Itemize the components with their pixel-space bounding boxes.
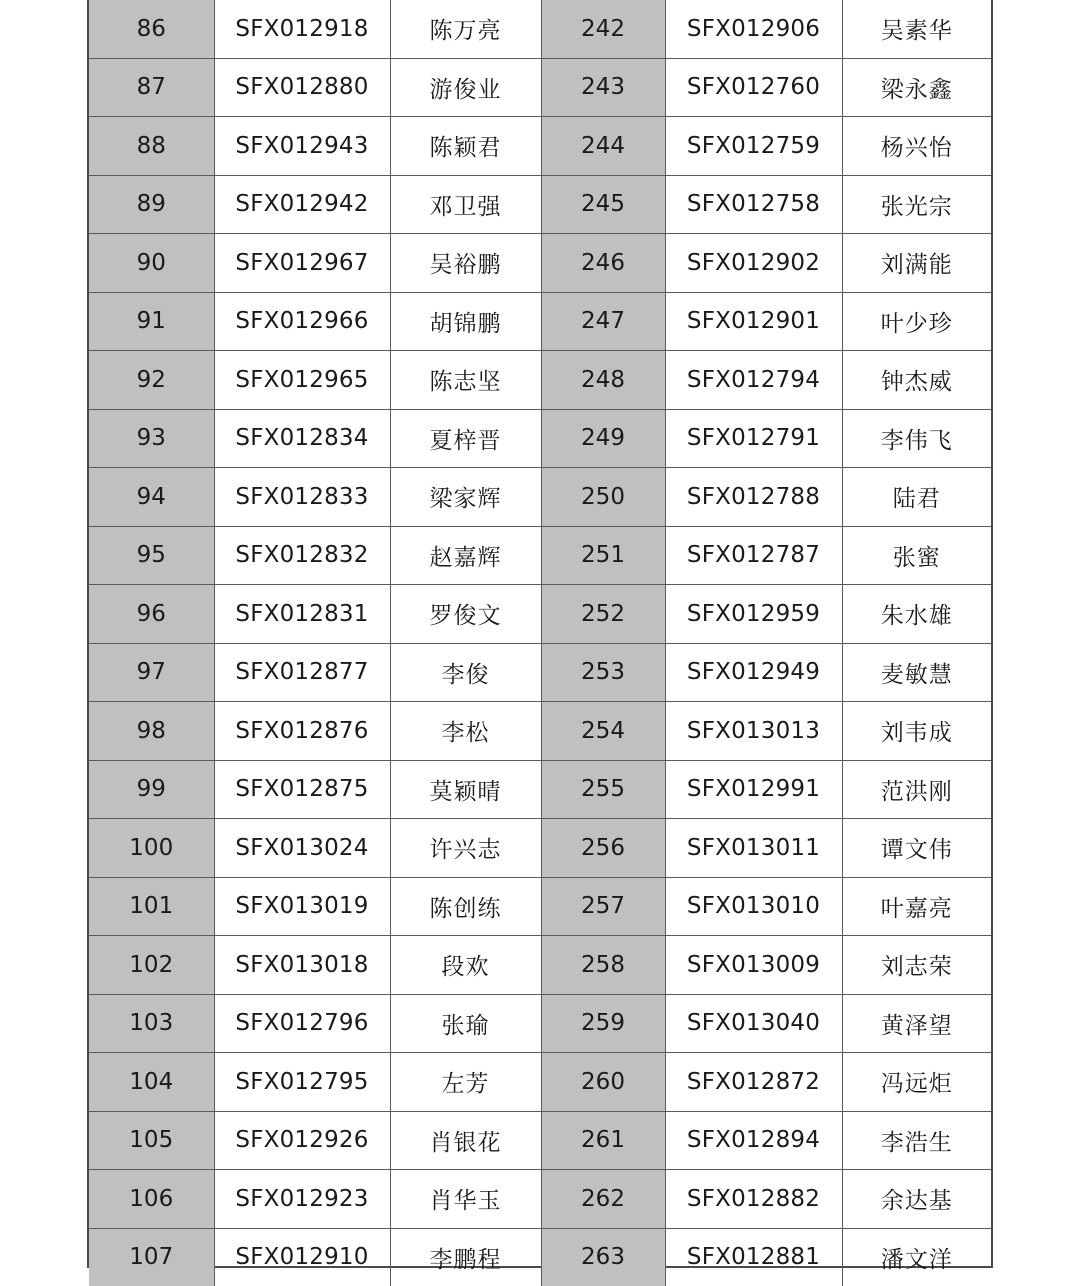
table-row	[89, 1111, 991, 1170]
person-name-right: 范洪刚	[842, 760, 991, 819]
person-name-right: 李浩生	[842, 1111, 991, 1170]
id-code-right: SFX012906	[665, 0, 842, 58]
serial-number-right: 249	[541, 409, 665, 468]
person-name-right: 刘满能	[842, 234, 991, 293]
person-name-left: 胡锦鹏	[390, 292, 541, 351]
person-name-right: 叶嘉亮	[842, 877, 991, 936]
serial-number-left: 102	[89, 936, 214, 995]
id-code-left: SFX013019	[214, 877, 390, 936]
person-name-left: 肖华玉	[390, 1170, 541, 1229]
id-code-right: SFX012881	[665, 1228, 842, 1286]
id-code-right: SFX013013	[665, 702, 842, 761]
table-row	[89, 58, 991, 117]
serial-number-left: 95	[89, 526, 214, 585]
table-row	[89, 702, 991, 761]
id-code-left: SFX012918	[214, 0, 390, 58]
person-name-left: 左芳	[390, 1053, 541, 1112]
id-code-left: SFX012942	[214, 175, 390, 234]
id-code-left: SFX012923	[214, 1170, 390, 1229]
id-code-left: SFX012965	[214, 351, 390, 410]
serial-number-left: 106	[89, 1170, 214, 1229]
table-row	[89, 0, 991, 58]
serial-number-right: 244	[541, 117, 665, 176]
id-code-right: SFX012791	[665, 409, 842, 468]
id-code-left: SFX012943	[214, 117, 390, 176]
id-code-right: SFX012894	[665, 1111, 842, 1170]
person-name-left: 吴裕鹏	[390, 234, 541, 293]
table-row	[89, 760, 991, 819]
serial-number-right: 257	[541, 877, 665, 936]
serial-number-left: 86	[89, 0, 214, 58]
person-name-left: 张瑜	[390, 994, 541, 1053]
id-code-left: SFX012875	[214, 760, 390, 819]
table-row	[89, 936, 991, 995]
person-name-right: 朱水雄	[842, 585, 991, 644]
serial-number-right: 251	[541, 526, 665, 585]
serial-number-left: 92	[89, 351, 214, 410]
person-name-right: 麦敏慧	[842, 643, 991, 702]
table-row	[89, 117, 991, 176]
serial-number-right: 253	[541, 643, 665, 702]
serial-number-right: 248	[541, 351, 665, 410]
person-name-right: 陆君	[842, 468, 991, 527]
person-name-right: 冯远炬	[842, 1053, 991, 1112]
id-code-left: SFX012877	[214, 643, 390, 702]
person-name-left: 罗俊文	[390, 585, 541, 644]
serial-number-left: 105	[89, 1111, 214, 1170]
id-code-left: SFX012834	[214, 409, 390, 468]
serial-number-right: 245	[541, 175, 665, 234]
table-row	[89, 468, 991, 527]
person-name-left: 夏梓晋	[390, 409, 541, 468]
table-row	[89, 877, 991, 936]
serial-number-left: 93	[89, 409, 214, 468]
person-name-left: 陈万亮	[390, 0, 541, 58]
person-name-left: 游俊业	[390, 58, 541, 117]
id-code-right: SFX012758	[665, 175, 842, 234]
serial-number-left: 88	[89, 117, 214, 176]
id-code-right: SFX012959	[665, 585, 842, 644]
table-row	[89, 585, 991, 644]
table-row	[89, 1053, 991, 1112]
serial-number-right: 258	[541, 936, 665, 995]
serial-number-right: 243	[541, 58, 665, 117]
id-code-right: SFX012760	[665, 58, 842, 117]
id-code-left: SFX012832	[214, 526, 390, 585]
person-name-right: 张光宗	[842, 175, 991, 234]
person-name-right: 吴素华	[842, 0, 991, 58]
serial-number-left: 101	[89, 877, 214, 936]
table-row	[89, 1228, 991, 1286]
table-row	[89, 292, 991, 351]
serial-number-left: 103	[89, 994, 214, 1053]
table-row	[89, 234, 991, 293]
serial-number-left: 91	[89, 292, 214, 351]
serial-number-right: 252	[541, 585, 665, 644]
person-name-right: 谭文伟	[842, 819, 991, 878]
person-name-left: 李俊	[390, 643, 541, 702]
serial-number-left: 98	[89, 702, 214, 761]
person-name-left: 李松	[390, 702, 541, 761]
table-row	[89, 643, 991, 702]
person-name-right: 梁永鑫	[842, 58, 991, 117]
table-row	[89, 526, 991, 585]
id-code-right: SFX012902	[665, 234, 842, 293]
serial-number-left: 107	[89, 1228, 214, 1286]
person-name-left: 段欢	[390, 936, 541, 995]
serial-number-right: 255	[541, 760, 665, 819]
serial-number-right: 260	[541, 1053, 665, 1112]
id-code-right: SFX012901	[665, 292, 842, 351]
roster-table	[89, 0, 991, 1286]
table-row	[89, 1170, 991, 1229]
person-name-left: 李鹏程	[390, 1228, 541, 1286]
serial-number-left: 96	[89, 585, 214, 644]
id-code-left: SFX012966	[214, 292, 390, 351]
person-name-right: 杨兴怡	[842, 117, 991, 176]
person-name-left: 陈颖君	[390, 117, 541, 176]
serial-number-left: 97	[89, 643, 214, 702]
serial-number-right: 247	[541, 292, 665, 351]
id-code-right: SFX012788	[665, 468, 842, 527]
id-code-right: SFX013009	[665, 936, 842, 995]
serial-number-left: 87	[89, 58, 214, 117]
person-name-left: 许兴志	[390, 819, 541, 878]
serial-number-right: 254	[541, 702, 665, 761]
serial-number-left: 89	[89, 175, 214, 234]
id-code-right: SFX012882	[665, 1170, 842, 1229]
person-name-right: 余达基	[842, 1170, 991, 1229]
serial-number-right: 261	[541, 1111, 665, 1170]
serial-number-left: 99	[89, 760, 214, 819]
serial-number-right: 259	[541, 994, 665, 1053]
person-name-right: 刘韦成	[842, 702, 991, 761]
id-code-right: SFX012991	[665, 760, 842, 819]
roster-table-container	[87, 0, 993, 1273]
person-name-right: 黄泽望	[842, 994, 991, 1053]
serial-number-right: 246	[541, 234, 665, 293]
table-row	[89, 819, 991, 878]
id-code-right: SFX012759	[665, 117, 842, 176]
serial-number-right: 262	[541, 1170, 665, 1229]
person-name-right: 李伟飞	[842, 409, 991, 468]
person-name-left: 肖银花	[390, 1111, 541, 1170]
roster-table-body	[89, 0, 991, 1286]
person-name-right: 叶少珍	[842, 292, 991, 351]
person-name-right: 刘志荣	[842, 936, 991, 995]
table-row	[89, 175, 991, 234]
serial-number-left: 90	[89, 234, 214, 293]
id-code-right: SFX013010	[665, 877, 842, 936]
id-code-right: SFX013040	[665, 994, 842, 1053]
person-name-right: 钟杰威	[842, 351, 991, 410]
serial-number-left: 100	[89, 819, 214, 878]
person-name-right: 潘文洋	[842, 1228, 991, 1286]
id-code-left: SFX012833	[214, 468, 390, 527]
person-name-left: 邓卫强	[390, 175, 541, 234]
id-code-right: SFX012794	[665, 351, 842, 410]
id-code-left: SFX013024	[214, 819, 390, 878]
serial-number-left: 104	[89, 1053, 214, 1112]
id-code-right: SFX012787	[665, 526, 842, 585]
person-name-left: 陈创练	[390, 877, 541, 936]
id-code-right: SFX012949	[665, 643, 842, 702]
id-code-left: SFX012967	[214, 234, 390, 293]
table-row	[89, 409, 991, 468]
id-code-left: SFX012880	[214, 58, 390, 117]
person-name-left: 陈志坚	[390, 351, 541, 410]
serial-number-right: 263	[541, 1228, 665, 1286]
table-row	[89, 351, 991, 410]
id-code-left: SFX013018	[214, 936, 390, 995]
serial-number-right: 256	[541, 819, 665, 878]
id-code-right: SFX012872	[665, 1053, 842, 1112]
id-code-left: SFX012876	[214, 702, 390, 761]
serial-number-left: 94	[89, 468, 214, 527]
id-code-left: SFX012910	[214, 1228, 390, 1286]
id-code-left: SFX012795	[214, 1053, 390, 1112]
id-code-left: SFX012926	[214, 1111, 390, 1170]
id-code-left: SFX012796	[214, 994, 390, 1053]
id-code-left: SFX012831	[214, 585, 390, 644]
serial-number-right: 250	[541, 468, 665, 527]
serial-number-right: 242	[541, 0, 665, 58]
table-row	[89, 994, 991, 1053]
person-name-left: 莫颖晴	[390, 760, 541, 819]
id-code-right: SFX013011	[665, 819, 842, 878]
person-name-left: 梁家辉	[390, 468, 541, 527]
person-name-left: 赵嘉辉	[390, 526, 541, 585]
person-name-right: 张蜜	[842, 526, 991, 585]
